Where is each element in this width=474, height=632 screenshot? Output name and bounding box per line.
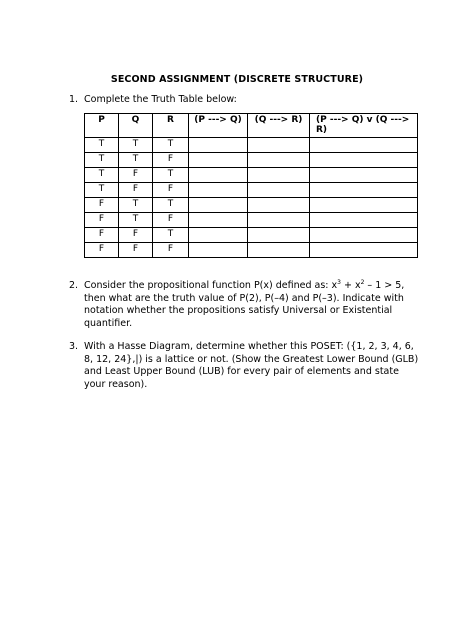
cell-q-implies-r[interactable] <box>248 213 310 228</box>
cell-q-implies-r[interactable] <box>248 153 310 168</box>
table-row <box>85 243 418 258</box>
table-row <box>85 153 418 168</box>
question-text: With a Hasse Diagram, determine whether this POSET: ({1, 2, 3, 4, 6, 8, 12, 24},|) is a lattice or not. (Show the Greatest Lower Bound (GLB) and Least Upper Bound (LUB) for every pair of elements and state your reason). <box>84 341 419 390</box>
cell-p: F <box>85 198 119 213</box>
cell-p: T <box>85 153 119 168</box>
cell-r: F <box>153 183 189 198</box>
cell-q-implies-r[interactable] <box>248 228 310 243</box>
cell-q: T <box>119 153 153 168</box>
cell-disjunction[interactable] <box>310 213 418 228</box>
cell-disjunction[interactable] <box>310 168 418 183</box>
table-row <box>85 198 418 213</box>
header-q-implies-r: (Q ---> R) <box>248 114 310 138</box>
table-header-row <box>85 114 418 138</box>
cell-r: T <box>153 228 189 243</box>
truth-table <box>84 113 418 258</box>
cell-r: F <box>153 153 189 168</box>
cell-p-implies-q[interactable] <box>189 243 248 258</box>
cell-q: F <box>119 228 153 243</box>
cell-p-implies-q[interactable] <box>189 168 248 183</box>
cell-p-implies-q[interactable] <box>189 198 248 213</box>
cell-p: F <box>85 213 119 228</box>
cell-p-implies-q[interactable] <box>189 228 248 243</box>
cell-disjunction[interactable] <box>310 228 418 243</box>
cell-r: T <box>153 198 189 213</box>
cell-disjunction[interactable] <box>310 138 418 153</box>
question-number: 2. <box>69 280 79 291</box>
cell-q: F <box>119 168 153 183</box>
cell-p: F <box>85 243 119 258</box>
cell-p: T <box>85 138 119 153</box>
cell-r: T <box>153 138 189 153</box>
cell-disjunction[interactable] <box>310 243 418 258</box>
question-number: 1. <box>69 94 79 105</box>
cell-q-implies-r[interactable] <box>248 243 310 258</box>
question-number: 3. <box>69 341 79 352</box>
table-row <box>85 183 418 198</box>
cell-p-implies-q[interactable] <box>189 138 248 153</box>
cell-p: F <box>85 228 119 243</box>
table-row <box>85 213 418 228</box>
header-q: Q <box>119 114 153 138</box>
document-title: SECOND ASSIGNMENT (DISCRETE STRUCTURE) <box>110 74 364 85</box>
cell-p-implies-q[interactable] <box>189 183 248 198</box>
cell-r: T <box>153 168 189 183</box>
cell-p-implies-q[interactable] <box>189 213 248 228</box>
question-text-part: Consider the propositional function P(x) defined as: x <box>84 280 338 291</box>
header-p-implies-q: (P ---> Q) <box>189 114 248 138</box>
cell-q-implies-r[interactable] <box>248 168 310 183</box>
table-row <box>85 138 418 153</box>
cell-q: F <box>119 183 153 198</box>
cell-q: T <box>119 198 153 213</box>
superscript: 2 <box>360 279 365 286</box>
cell-q-implies-r[interactable] <box>248 198 310 213</box>
cell-q: T <box>119 138 153 153</box>
question-text-part: then what are the truth value of P(2), P(–4) and P(–3). Indicate with notation whether the propositions satisfy Universal or Existential quantifier. <box>84 292 404 329</box>
table-row <box>85 228 418 243</box>
header-p: P <box>85 114 119 138</box>
table-row <box>85 168 418 183</box>
cell-disjunction[interactable] <box>310 198 418 213</box>
question-text-part: – 1 > 5, <box>364 280 405 291</box>
cell-p-implies-q[interactable] <box>189 153 248 168</box>
question-text: Complete the Truth Table below: <box>84 94 237 105</box>
cell-q: T <box>119 213 153 228</box>
cell-q-implies-r[interactable] <box>248 183 310 198</box>
cell-r: F <box>153 213 189 228</box>
cell-q-implies-r[interactable] <box>248 138 310 153</box>
cell-q: F <box>119 243 153 258</box>
cell-p: T <box>85 183 119 198</box>
header-disjunction: (P ---> Q) v (Q ---> R) <box>310 114 418 138</box>
question-text <box>84 280 419 330</box>
superscript: 3 <box>337 279 341 286</box>
header-r: R <box>153 114 189 138</box>
cell-p: T <box>85 168 119 183</box>
question-text-part: + x <box>340 280 361 291</box>
cell-disjunction[interactable] <box>310 183 418 198</box>
cell-r: F <box>153 243 189 258</box>
cell-disjunction[interactable] <box>310 153 418 168</box>
